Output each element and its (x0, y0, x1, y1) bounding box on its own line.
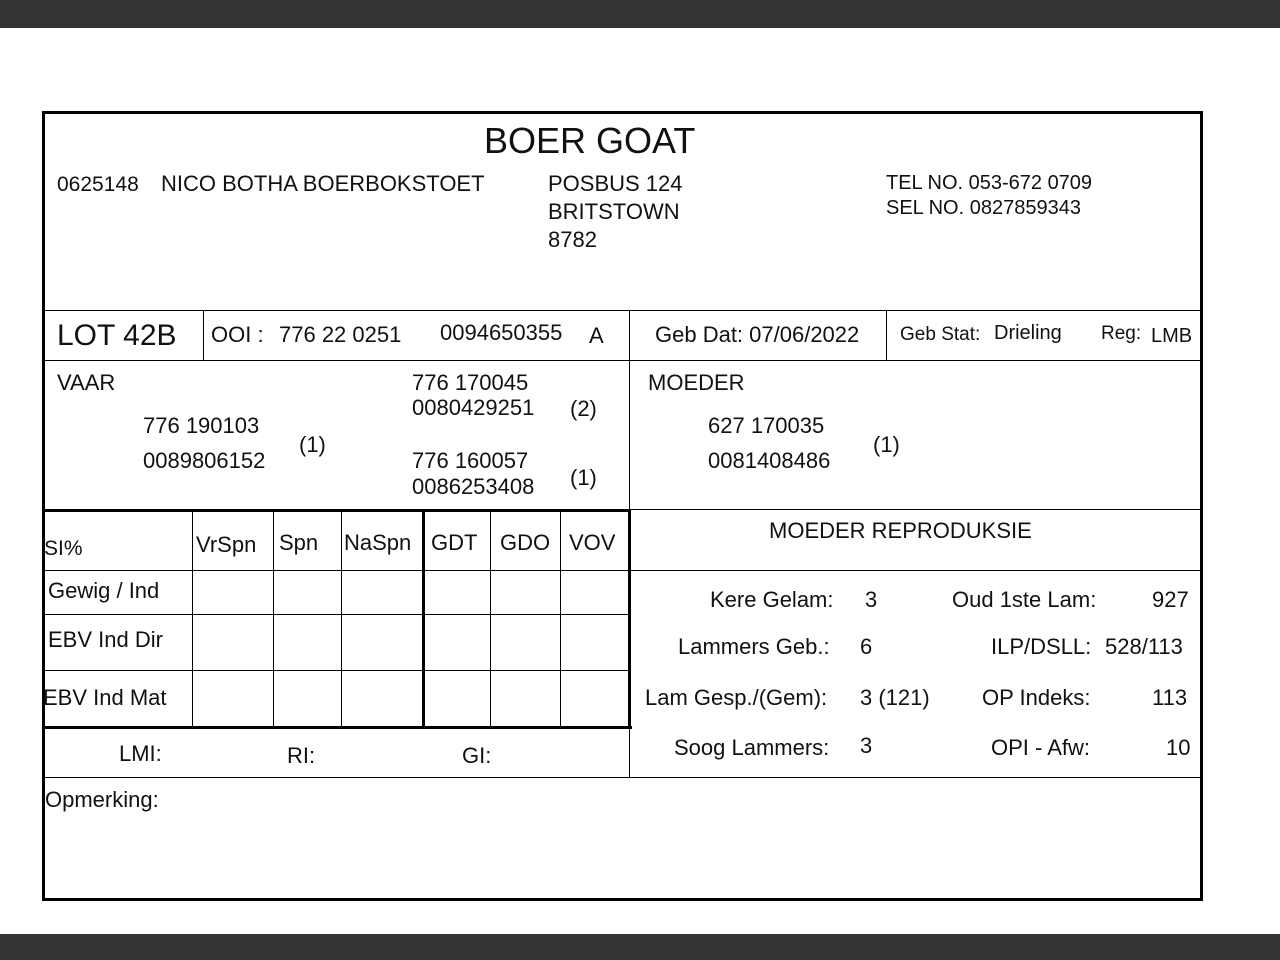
sire-dam-id: 776 160057 (412, 448, 529, 473)
col-header-vov: VOV (569, 530, 616, 555)
repro-title: MOEDER REPRODUKSIE (769, 518, 1032, 543)
ooi-number: 0094650355 (440, 320, 563, 345)
sire-sire-id: 776 170045 (412, 370, 529, 395)
repro-value-lammers-geb: 6 (860, 634, 873, 659)
repro-value-op-indeks: 113 (1152, 685, 1188, 710)
col-line-3 (341, 510, 342, 728)
dam-label: MOEDER (648, 370, 745, 395)
col-line-7-thick (628, 510, 631, 728)
ooi-id: 776 22 0251 (279, 322, 402, 347)
sire-sire-number: 0080429251 (412, 395, 535, 420)
repro-label-kere-gelam: Kere Gelam: (710, 587, 834, 612)
reg-label: Reg: (1101, 323, 1142, 344)
dam-id: 627 170035 (708, 413, 825, 438)
address-line-2: BRITSTOWN (548, 199, 680, 224)
goat-registration-card (42, 111, 1203, 901)
divider-table-top (45, 509, 630, 512)
top-bar (0, 0, 1280, 28)
repro-label-op-indeks: OP Indeks: (982, 685, 1091, 710)
ooi-label: OOI : (211, 322, 264, 347)
divider-table-header (45, 570, 630, 571)
remarks-label: Opmerking: (45, 787, 159, 812)
address-line-1: POSBUS 124 (548, 171, 683, 196)
birth-date: Geb Dat: 07/06/2022 (655, 322, 860, 347)
col-line-5 (490, 510, 491, 728)
sire-sire-count: (2) (570, 396, 597, 421)
dam-number: 0081408486 (708, 448, 831, 473)
repro-label-lam-gesp: Lam Gesp./(Gem): (645, 685, 828, 710)
repro-label-opi-afw: OPI - Afw: (991, 735, 1091, 760)
ooi-grade: A (589, 323, 604, 348)
breeder-code: 0625148 (57, 173, 139, 196)
repro-label-soog-lammers: Soog Lammers: (674, 735, 830, 760)
sire-dam-number: 0086253408 (412, 474, 535, 499)
col-header-vrspn: VrSpn (196, 532, 257, 557)
index-ri: RI: (287, 743, 316, 768)
row-label-gewig: Gewig / Ind (48, 578, 160, 603)
divider-repro-title (630, 570, 1200, 571)
index-lmi: LMI: (119, 741, 162, 766)
repro-label-oud-lam: Oud 1ste Lam: (952, 587, 1097, 612)
sire-number: 0089806152 (143, 448, 266, 473)
sire-dam-count: (1) (570, 465, 597, 490)
repro-value-oud-lam: 927 (1152, 587, 1189, 612)
breeder-name: NICO BOTHA BOERBOKSTOET (161, 171, 485, 196)
col-header-gdt: GDT (431, 530, 478, 555)
sire-label: VAAR (57, 370, 116, 395)
divider-geb (886, 310, 887, 360)
sire-count: (1) (299, 432, 326, 457)
col-line-2 (273, 510, 274, 728)
col-header-naspn: NaSpn (344, 530, 412, 555)
col-line-4-thick (422, 510, 425, 728)
row-label-ebv-mat: EBV Ind Mat (43, 685, 167, 710)
divider-table-bottom (45, 726, 632, 729)
table-corner-si: SI% (44, 537, 83, 560)
index-gi: GI: (462, 743, 492, 768)
sel-number: SEL NO. 0827859343 (886, 197, 1081, 219)
divider-row1 (45, 614, 630, 615)
birth-status-label: Geb Stat: (900, 324, 981, 345)
repro-value-opi-afw: 10 (1166, 735, 1191, 760)
bottom-bar (0, 934, 1280, 960)
divider-lot-ooi (203, 310, 204, 360)
address-line-3: 8782 (548, 227, 597, 252)
card-title: BOER GOAT (484, 120, 696, 161)
col-line-6 (560, 510, 561, 728)
divider-row2 (45, 670, 630, 671)
divider-lot (45, 360, 1200, 361)
repro-value-lam-gesp: 3 (121) (860, 685, 930, 710)
repro-value-kere-gelam: 3 (865, 587, 878, 612)
reg-value: LMB (1151, 325, 1193, 347)
repro-label-ilp-dsll: ILP/DSLL: (991, 634, 1092, 659)
divider-repro-top (630, 509, 1200, 510)
divider-remarks (45, 777, 1200, 778)
col-line-1 (192, 510, 193, 728)
dam-count: (1) (873, 432, 900, 457)
sire-id: 776 190103 (143, 413, 260, 438)
repro-value-soog-lammers: 3 (860, 733, 873, 758)
divider-header (45, 310, 1200, 311)
repro-label-lammers-geb: Lammers Geb.: (678, 634, 830, 659)
birth-status-value: Drieling (994, 322, 1062, 344)
row-label-ebv-dir: EBV Ind Dir (48, 627, 163, 652)
col-header-gdo: GDO (500, 530, 551, 555)
tel-number: TEL NO. 053-672 0709 (886, 172, 1093, 194)
repro-value-ilp-dsll: 528/113 (1105, 634, 1183, 659)
col-header-spn: Spn (279, 530, 319, 555)
lot-number: LOT 42B (57, 319, 177, 352)
